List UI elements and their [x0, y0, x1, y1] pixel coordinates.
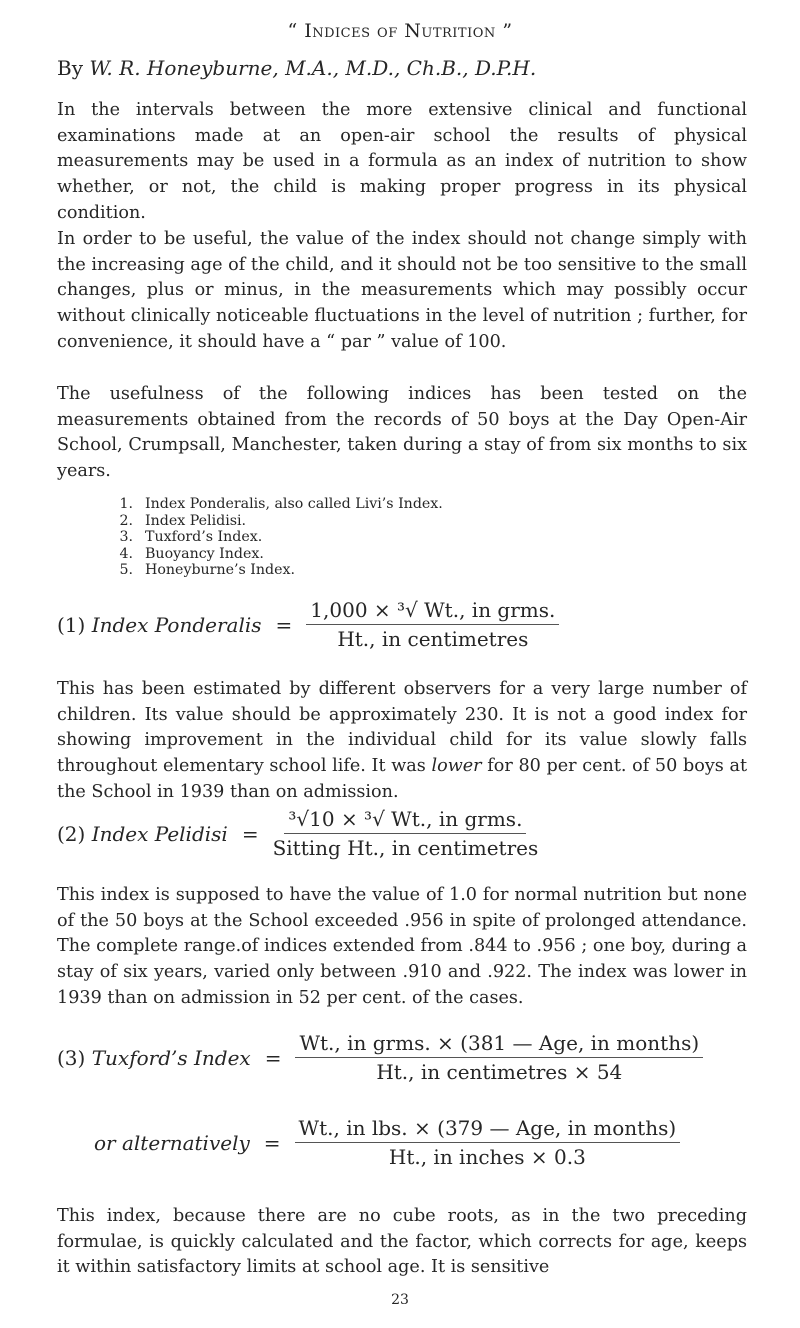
fraction-denominator: Ht., in inches × 0.3 [388, 1145, 586, 1169]
fraction [295, 1031, 703, 1084]
list-item: 5. Honeyburne’s Index. [119, 562, 296, 579]
formula-index-ponderalis: (1) Index Ponderalis = $\frac{\text{1,000 × ³√ Wt., in grms.}}{\text{Ht., in centimetres}}$ [57, 598, 559, 651]
fraction [306, 598, 559, 651]
formula-index-pelidisi: (2) Index Pelidisi = $\frac{\text{³√10 × ³√ Wt., in grms.}}{\text{Sitting Ht., in centimetres}}$ [57, 807, 539, 860]
indices-list [113, 496, 443, 579]
list-item: 2. Index Pelidisi. [119, 512, 247, 529]
fraction-numerator: ³√10 × ³√ Wt., in grms. [284, 807, 526, 834]
paragraph-intro: In the intervals between the more extensive clinical and functional examinations made at an open-air school the results of physical measurements may be used in a formula as an index of nutrition to show whether, or not, the child is making proper progress in its physical condition. [57, 100, 747, 223]
fraction-numerator: Wt., in lbs. × (379 — Age, in months) [295, 1116, 681, 1143]
fraction-denominator: Ht., in centimetres × 54 [376, 1060, 623, 1084]
fraction [295, 1116, 681, 1169]
fraction-numerator: Wt., in grms. × (381 — Age, in months) [295, 1031, 703, 1058]
paragraph-requirements: In order to be useful, the value of the index should not change simply with the increasing age of the child, and it should not be too sensitive to the small changes, plus or minus, in the measurements which may possibly occur without clinically noticeable fluctuations in the level of nutrition ; further, for convenience, it should have a “ par ” value of 100. [57, 229, 747, 352]
paragraph-ponderalis-notes: This has been estimated by different observers for a very large number of children. Its value should be approximately 230. It is not a good index for showing improvement in the individual child for its value slowly falls throughout elementary school life. It was lower for 80 per cent. of 50 boys at the School in 1939 than on admission. [57, 679, 748, 802]
byline-prefix: By [57, 56, 83, 80]
fraction-denominator: Sitting Ht., in centimetres [272, 836, 539, 860]
paragraph-usefulness: The usefulness of the following indices has been tested on the measurements obtained from the records of 50 boys at the Day Open-Air School, Crumpsall, Manchester, taken during a stay of from six months to six years. [57, 384, 747, 482]
list-item: 3. Tuxford’s Index. [119, 529, 263, 546]
paragraph-pelidisi-notes: This index is supposed to have the value of 1.0 for normal nutrition but none of the 50 boys at the School exceeded .956 in spite of prolonged attendance. The complete range.of indices extended from .844 to .956 ; one boy, during a stay of six years, varied only between .910 and .922. The index was lower in 1939 than on admission in 52 per cent. of the cases. [57, 885, 747, 1008]
paragraph-tuxford-notes: This index, because there are no cube roots, as in the two preceding formulae, is quickly calculated and the factor, which corrects for age, keeps it within satisfactory limits at school age. It is sensitive [57, 1206, 747, 1278]
fraction-denominator: Ht., in centimetres [337, 627, 529, 651]
formula-tuxford-alternative: or alternatively = $\frac{\text{Wt., in lbs. × (379 — Age, in months)}}{\text{Ht., in inches × 0.3}}$ [94, 1116, 680, 1169]
fraction [273, 807, 539, 860]
formula-tuxford-index: (3) Tuxford’s Index = $\frac{\text{Wt., in grms. × (381 — Age, in months)}}{\text{Ht., in centimetres × 54}}$ [57, 1031, 703, 1084]
author-byline [57, 56, 536, 80]
list-item: 4. Buoyancy Index. [119, 545, 264, 562]
fraction-numerator: 1,000 × ³√ Wt., in grms. [306, 598, 559, 625]
article-title: “ Indices of Nutrition ” [287, 20, 513, 42]
page-number: 23 [391, 1292, 409, 1308]
author-name: W. R. Honeyburne, M.A., M.D., Ch.B., D.P.H. [89, 56, 537, 80]
list-item: 1. Index Ponderalis, also called Livi’s Index. [119, 496, 443, 512]
